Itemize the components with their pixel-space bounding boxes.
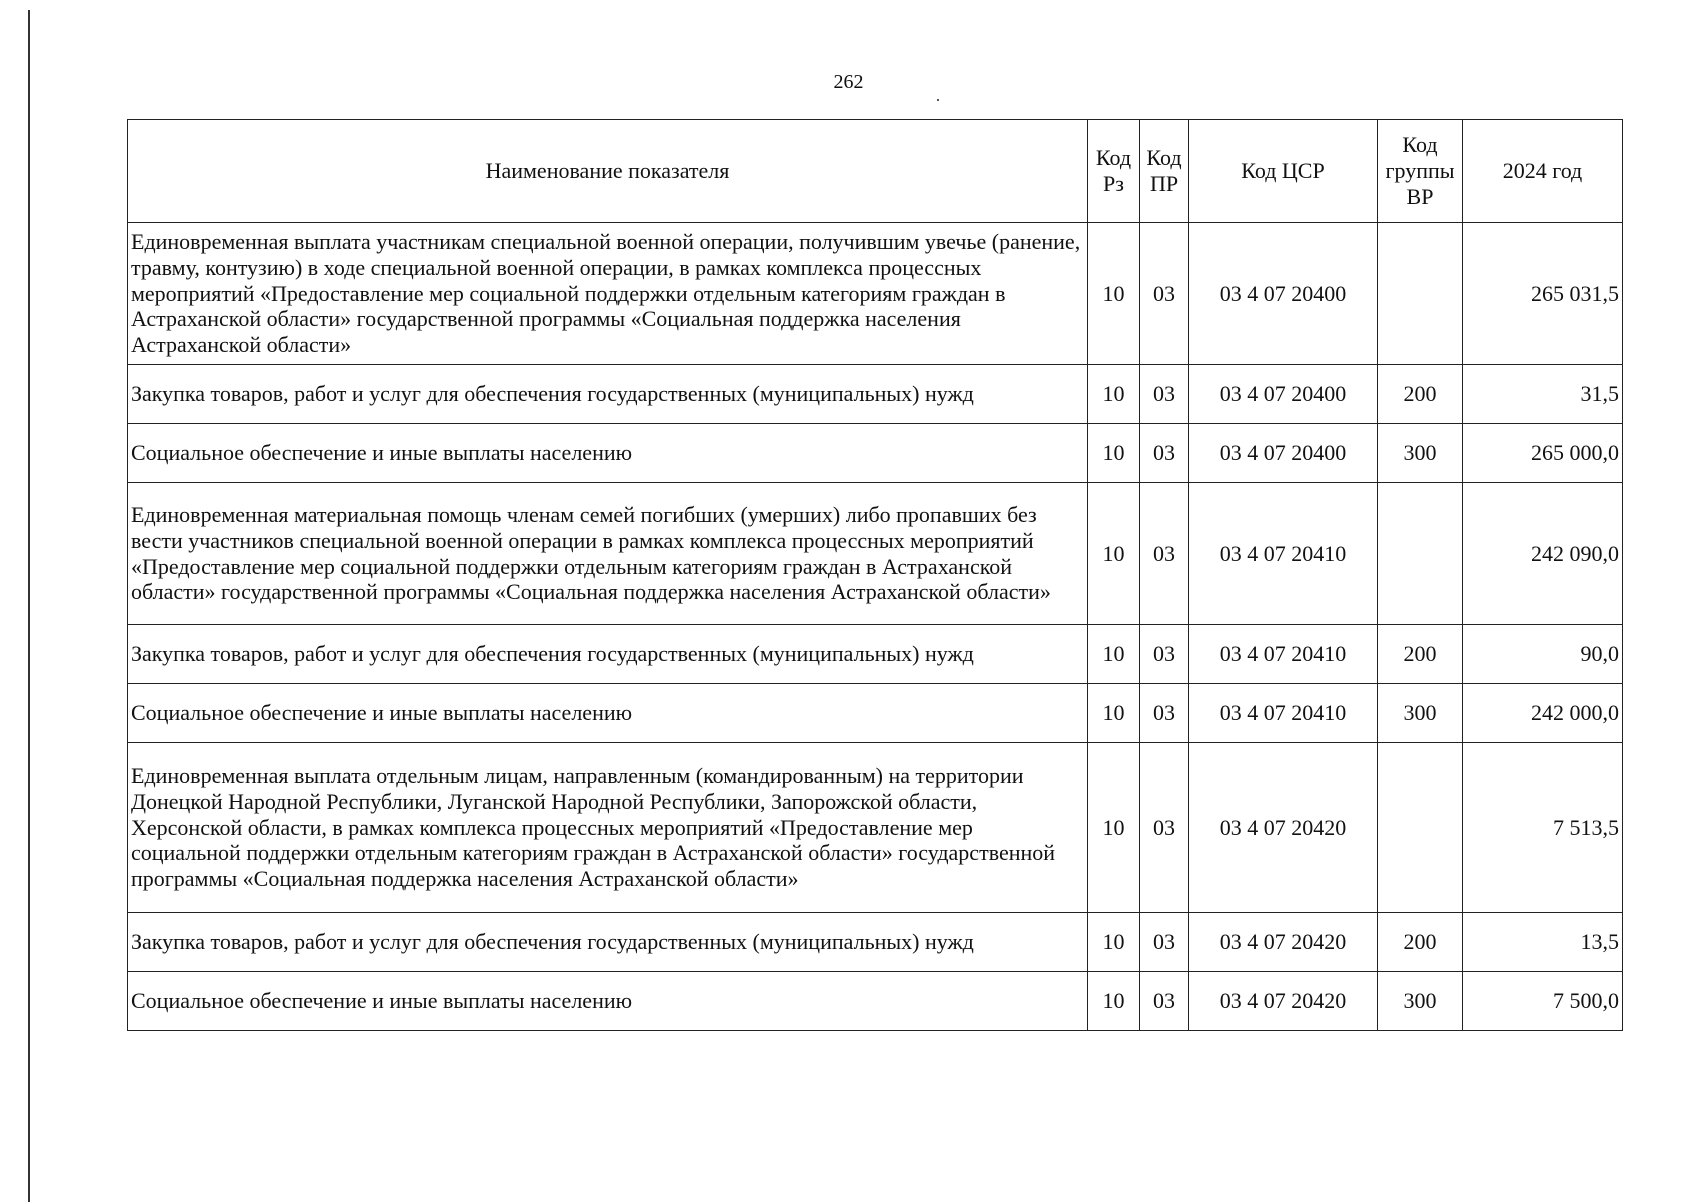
row-name: Закупка товаров, работ и услуг для обеспечения государственных (муниципальных) нужд	[128, 365, 1088, 424]
row-name: Единовременная выплата отдельным лицам, направленным (командированным) на территории Донецкой Народной Республики, Луганской Народной Республики, Запорожской области, Херсонской области, в рамках комплекса процессных мероприятий «Предоставление мер социальной поддержки отдельным категориям граждан в Астраханской области» государственной программы «Социальная поддержка населения Астраханской области»	[128, 743, 1088, 913]
row-pr: 03	[1140, 483, 1189, 625]
header-vr-line-2: группы	[1385, 158, 1455, 184]
row-amount: 242 000,0	[1463, 684, 1623, 743]
row-csr: 03 4 07 20400	[1189, 223, 1378, 365]
row-vr	[1378, 483, 1463, 625]
row-rz: 10	[1088, 365, 1140, 424]
page-number: 262	[833, 71, 864, 93]
row-name: Единовременная выплата участникам специальной военной операции, получившим увечье (ранение, травму, контузию) в ходе специальной военной операции, в рамках комплекса процессных мероприятий «Предоставление мер социальной поддержки отдельным категориям граждан в Астраханской области» государственной программы «Социальная поддержка населения Астраханской области»	[128, 223, 1088, 365]
row-name: Единовременная материальная помощь членам семей погибших (умерших) либо пропавших без вести участников специальной военной операции в рамках комплекса процессных мероприятий «Предоставление мер социальной поддержки отдельным категориям граждан в Астраханской области» государственной программы «Социальная поддержка населения Астраханской области»	[128, 483, 1088, 625]
scan-speck	[937, 99, 939, 101]
row-amount: 7 500,0	[1463, 972, 1623, 1031]
table-row	[128, 483, 1623, 625]
row-amount: 31,5	[1463, 365, 1623, 424]
row-name: Социальное обеспечение и иные выплаты населению	[128, 972, 1088, 1031]
row-amount: 265 031,5	[1463, 223, 1623, 365]
row-csr: 03 4 07 20410	[1189, 625, 1378, 684]
row-name: Социальное обеспечение и иные выплаты населению	[128, 684, 1088, 743]
row-pr: 03	[1140, 743, 1189, 913]
row-pr: 03	[1140, 625, 1189, 684]
row-vr: 300	[1378, 684, 1463, 743]
row-csr: 03 4 07 20410	[1189, 483, 1378, 625]
row-rz: 10	[1088, 625, 1140, 684]
row-pr: 03	[1140, 365, 1189, 424]
table-row	[128, 684, 1623, 743]
row-csr: 03 4 07 20400	[1189, 424, 1378, 483]
row-amount: 13,5	[1463, 913, 1623, 972]
row-pr: 03	[1140, 223, 1189, 365]
table-row	[128, 424, 1623, 483]
row-amount: 90,0	[1463, 625, 1623, 684]
row-vr: 200	[1378, 625, 1463, 684]
header-rz-line-1: Код	[1095, 145, 1132, 171]
row-csr: 03 4 07 20410	[1189, 684, 1378, 743]
row-rz: 10	[1088, 223, 1140, 365]
row-rz: 10	[1088, 483, 1140, 625]
table-header-row	[128, 120, 1623, 223]
row-vr: 300	[1378, 972, 1463, 1031]
row-name: Социальное обеспечение и иные выплаты населению	[128, 424, 1088, 483]
header-pr-line-2: ПР	[1149, 171, 1179, 196]
row-amount: 7 513,5	[1463, 743, 1623, 913]
row-csr: 03 4 07 20420	[1189, 972, 1378, 1031]
row-pr: 03	[1140, 684, 1189, 743]
row-rz: 10	[1088, 913, 1140, 972]
row-pr: 03	[1140, 913, 1189, 972]
header-vr-line-1: Код	[1402, 132, 1438, 158]
row-pr: 03	[1140, 972, 1189, 1031]
binding-margin-line	[28, 10, 30, 1202]
table-row	[128, 972, 1623, 1031]
header-vr	[1378, 120, 1463, 223]
row-vr: 200	[1378, 365, 1463, 424]
row-csr: 03 4 07 20420	[1189, 913, 1378, 972]
row-vr	[1378, 223, 1463, 365]
table-row	[128, 223, 1623, 365]
table-row	[128, 625, 1623, 684]
header-year: 2024 год	[1463, 120, 1623, 223]
header-csr: Код ЦСР	[1189, 120, 1378, 223]
table-row	[128, 365, 1623, 424]
budget-table	[127, 119, 1623, 1031]
row-rz: 10	[1088, 972, 1140, 1031]
header-pr-line-1: Код	[1146, 145, 1182, 171]
header-vr-line-3: ВР	[1406, 183, 1434, 209]
header-rz-line-2: Рз	[1103, 171, 1124, 196]
row-csr: 03 4 07 20420	[1189, 743, 1378, 913]
row-vr: 300	[1378, 424, 1463, 483]
header-name: Наименование показателя	[128, 120, 1088, 223]
row-vr	[1378, 743, 1463, 913]
row-rz: 10	[1088, 424, 1140, 483]
row-amount: 242 090,0	[1463, 483, 1623, 625]
table-row	[128, 743, 1623, 913]
row-name: Закупка товаров, работ и услуг для обеспечения государственных (муниципальных) нужд	[128, 913, 1088, 972]
row-vr: 200	[1378, 913, 1463, 972]
row-csr: 03 4 07 20400	[1189, 365, 1378, 424]
row-rz: 10	[1088, 684, 1140, 743]
row-pr: 03	[1140, 424, 1189, 483]
row-rz: 10	[1088, 743, 1140, 913]
header-pr	[1140, 120, 1189, 223]
row-amount: 265 000,0	[1463, 424, 1623, 483]
header-rz	[1088, 120, 1140, 223]
table-row	[128, 913, 1623, 972]
row-name: Закупка товаров, работ и услуг для обеспечения государственных (муниципальных) нужд	[128, 625, 1088, 684]
